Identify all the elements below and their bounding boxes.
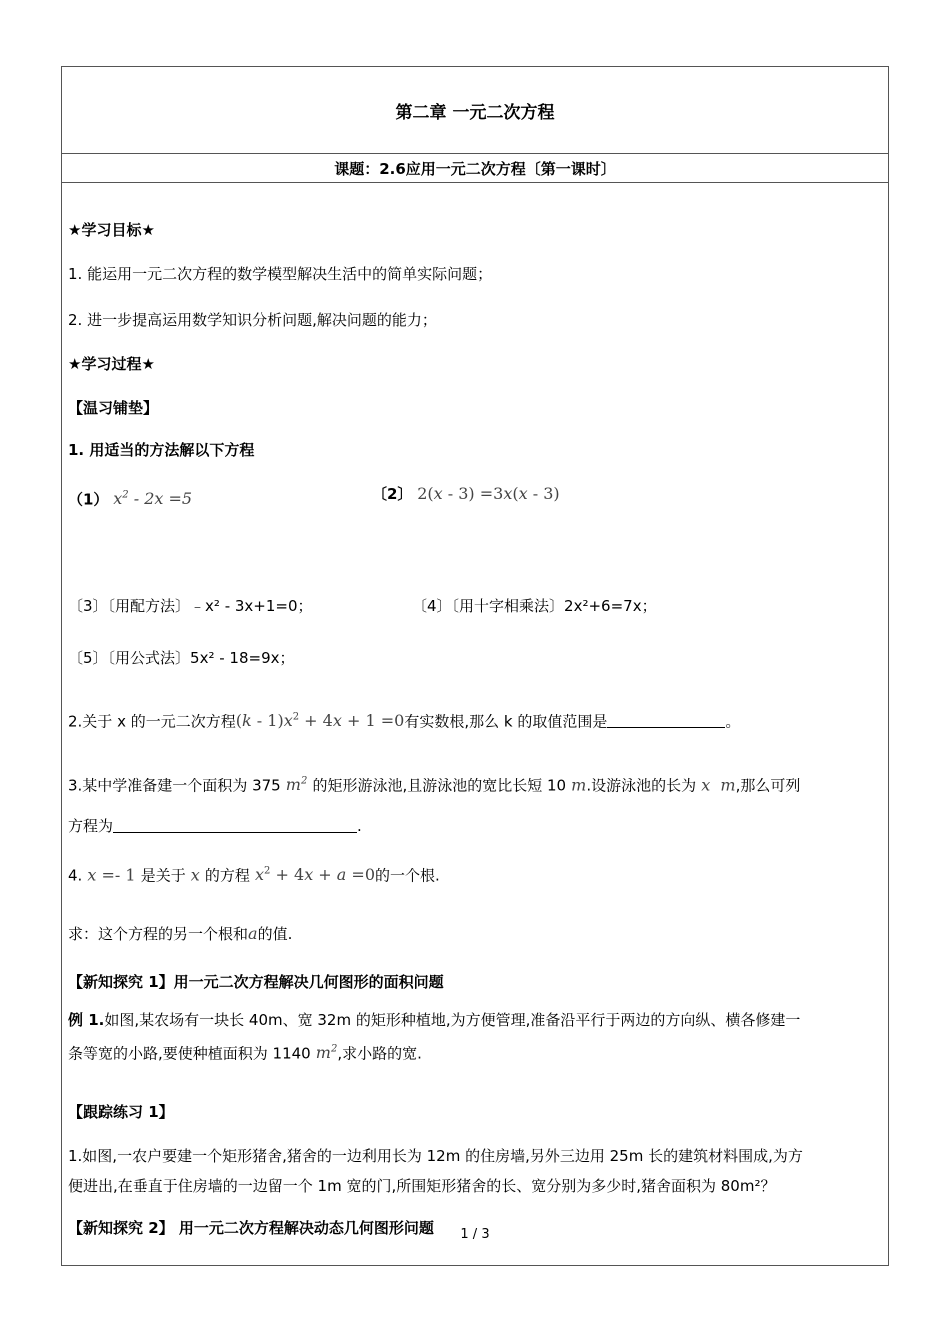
unit-metre: m bbox=[566, 775, 587, 795]
equation-a: $x^2 + 4x + a =0$ bbox=[255, 865, 376, 885]
process-heading: ★学习过程★ bbox=[68, 355, 155, 373]
question-4: 4. x =- 1 是关于 x 的方程 $x^2 + 4x + a =0$的一个根. bbox=[68, 865, 440, 885]
answer-blank-k[interactable] bbox=[607, 711, 725, 728]
q1-part2-label: 〔2〕 bbox=[372, 485, 413, 503]
objective-item-2: 2. 进一步提高运用数学知识分析问题,解决问题的能力； bbox=[68, 311, 437, 329]
lesson-title: 课题：2.6应用一元二次方程〔第一课时〕 bbox=[61, 153, 889, 183]
explore-1-heading: 【新知探究 1】用一元二次方程解决几何图形的面积问题 bbox=[68, 973, 444, 991]
example-1: 例 1.如图,某农场有一块长 40m、宽 32m 的矩形种植地,为方便管理,准备沿平行于两边的方向纵、横各修建一 条等宽的小路,要使种植面积为 1140 $m^2$,求小路的宽. bbox=[68, 1011, 801, 1063]
page-number: 1 / 3 bbox=[460, 1227, 490, 1242]
objective-item-1: 1. 能运用一元二次方程的数学模型解决生活中的简单实际问题； bbox=[68, 265, 493, 283]
worksheet-frame bbox=[61, 66, 889, 1266]
explore-2-heading: 【新知探究 2】 用一元二次方程解决动态几何图形问题 bbox=[68, 1219, 434, 1237]
question-1-part-4: 〔4〕〔用十字相乘法〕2x²+6=7x； bbox=[412, 597, 657, 615]
practice-1-question: 1.如图,一农户要建一个矩形猪舍,猪舍的一边利用长为 12m 的住房墙,另外三边用 25m 长的建筑材料围成,为方 便进出,在垂直于住房墙的一边留一个 1m 宽的门,所围矩形猪舍的长、宽分别为多少时,猪舍面积为 80m²？ bbox=[68, 1147, 803, 1195]
q1-part1-label: （1） bbox=[68, 490, 109, 509]
question-3-line-2: 方程为 . bbox=[68, 817, 362, 835]
equation-2: 2(x - 3) =3x(x - 3) bbox=[417, 484, 560, 503]
question-1-title: 1. 用适当的方法解以下方程 bbox=[68, 441, 255, 459]
objectives-heading: ★学习目标★ bbox=[68, 221, 155, 239]
equation-k: $(k - 1)x^2 + 4x + 1 =0$ bbox=[235, 711, 405, 731]
question-1-part-3: 〔3〕〔用配方法〕﹣x² - 3x+1=0； bbox=[68, 597, 313, 615]
variable-x: x m bbox=[696, 775, 736, 795]
equation-1: $x^2 - 2x =5$ bbox=[113, 489, 193, 509]
unit-square-metre-2: $m^2$ bbox=[310, 1043, 338, 1063]
review-heading: 【温习铺垫】 bbox=[68, 399, 159, 417]
question-1-part-5: 〔5〕〔用公式法〕5x² - 18=9x； bbox=[68, 649, 295, 667]
variable-a: a bbox=[248, 924, 258, 943]
question-4-ask: 求：这个方程的另一个根和a的值. bbox=[68, 924, 293, 943]
question-2: 2.关于 x 的一元二次方程$(k - 1)x^2 + 4x + 1 =0$有实数根,那么 k 的取值范围是 。 bbox=[68, 711, 741, 731]
example-1-label: 例 1. bbox=[68, 1011, 105, 1029]
root-value: x =- 1 bbox=[87, 865, 141, 885]
practice-1-heading: 【跟踪练习 1】 bbox=[68, 1103, 174, 1121]
question-3-line-1: 3.某中学准备建一个面积为 375 $m^2$ 的矩形游泳池,且游泳池的宽比长短 10 m.设游泳池的长为 x m,那么可列 bbox=[68, 775, 801, 795]
variable-x-2: x bbox=[185, 865, 205, 885]
question-1-part-1 bbox=[68, 485, 192, 510]
chapter-title: 第二章 一元二次方程 bbox=[395, 103, 555, 123]
answer-blank-equation[interactable] bbox=[113, 816, 357, 833]
unit-square-metre: $m^2$ bbox=[280, 775, 308, 795]
question-1-part-2 bbox=[372, 483, 560, 505]
